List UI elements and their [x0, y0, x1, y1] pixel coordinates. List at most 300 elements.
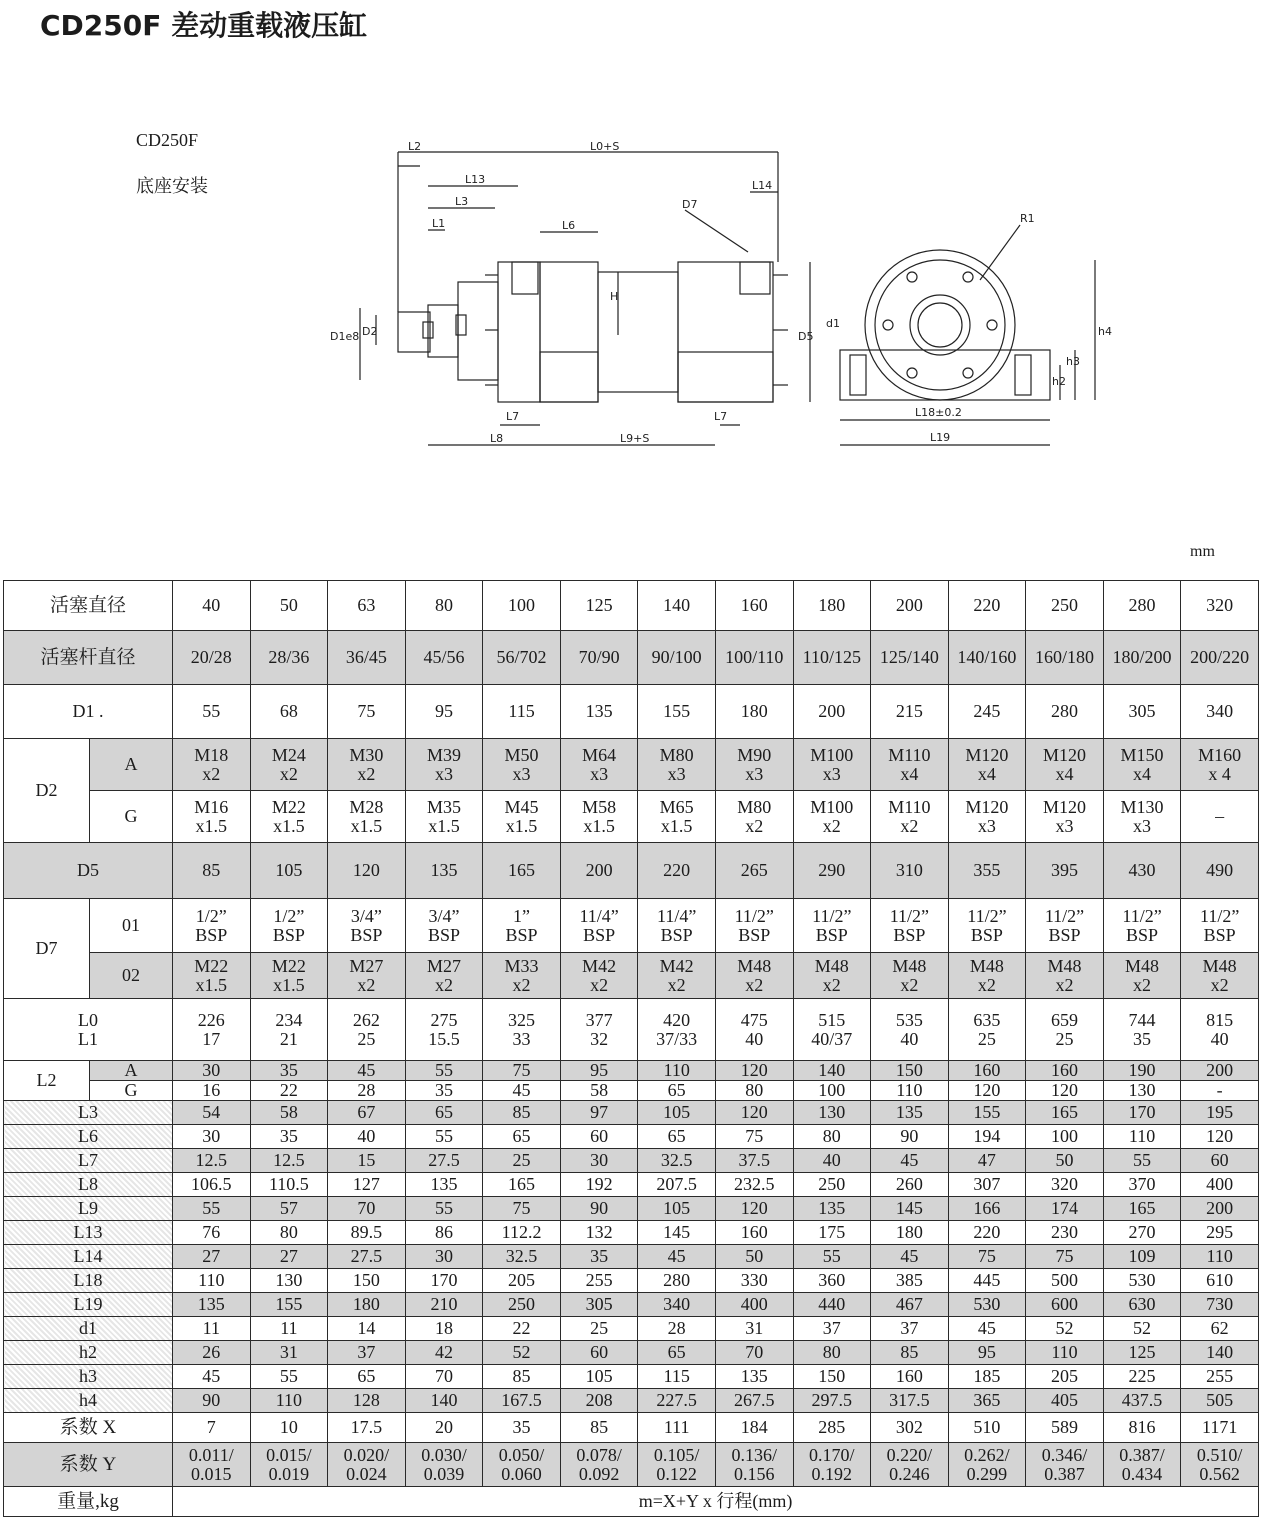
param-h4-cell: 227.5: [638, 1389, 716, 1413]
D7-02-line2: x2: [590, 974, 609, 995]
L2-A-cell: 150: [871, 1061, 949, 1081]
D2-A-cell: [1103, 739, 1181, 791]
param-L7-cell: 12.5: [173, 1149, 251, 1173]
param-h4-cell: 365: [948, 1389, 1026, 1413]
L0-L1-line2: 40/37: [811, 1028, 853, 1049]
D2-G-line1: M80: [737, 796, 772, 817]
D7-02-line1: M42: [582, 955, 617, 976]
D7-01-line2: BSP: [350, 924, 383, 945]
D2-G-line2: x3: [1055, 815, 1074, 836]
D7-01-cell: [948, 899, 1026, 953]
param-d1-cell: 22: [483, 1317, 561, 1341]
param-label-d1: d1: [4, 1317, 173, 1341]
D7-02-line2: x2: [1210, 974, 1229, 995]
D7-02-line2: x2: [745, 974, 764, 995]
param-L6-cell: 75: [715, 1125, 793, 1149]
dim-D1e8: D1e8: [330, 330, 360, 343]
bore-label: 活塞直径: [4, 581, 173, 631]
D7-02-line1: M42: [659, 955, 694, 976]
D2-A-line1: M100: [810, 744, 854, 765]
coef-y-cell: [250, 1443, 328, 1487]
D2-G-cell: [560, 791, 638, 843]
D2-G-cell: [793, 791, 871, 843]
D2-G-line1: M120: [965, 796, 1009, 817]
D7-02-cell: [948, 953, 1026, 999]
L0-L1-line2: 17: [202, 1028, 221, 1049]
param-h4-cell: 297.5: [793, 1389, 871, 1413]
L0-L1-line1: 659: [1050, 1009, 1078, 1030]
D1-cell: 215: [871, 685, 949, 739]
param-L13-cell: 220: [948, 1221, 1026, 1245]
param-L18-cell: 150: [328, 1269, 406, 1293]
D1-cell: 155: [638, 685, 716, 739]
row-L18: [4, 1269, 1259, 1293]
dim-L1: L1: [432, 217, 446, 230]
param-L3-cell: 97: [560, 1101, 638, 1125]
D7-01-line1: 11/2”: [889, 905, 930, 926]
L0-L1-line2: 21: [279, 1028, 298, 1049]
L0-L1-cell: [715, 999, 793, 1061]
param-h3-cell: 185: [948, 1365, 1026, 1389]
cylinder-drawing: [320, 140, 1160, 470]
L0-L1-line2: 15.5: [428, 1028, 460, 1049]
dim-L14: L14: [752, 179, 773, 192]
weight-formula: m=X+Y x 行程(mm): [173, 1487, 1259, 1517]
dim-h3: h3: [1066, 355, 1080, 368]
param-h3-cell: 105: [560, 1365, 638, 1389]
param-L6-cell: 35: [250, 1125, 328, 1149]
D5-cell: 165: [483, 843, 561, 899]
L2-A-cell: 30: [173, 1061, 251, 1081]
coef-x-cell: 285: [793, 1413, 871, 1443]
param-label-L3: L3: [4, 1101, 173, 1125]
coef-y-line2: 0.387: [1044, 1463, 1085, 1484]
coef-x-label: 系数 X: [4, 1413, 173, 1443]
D2-G-line1: M130: [1120, 796, 1164, 817]
param-label-L9: L9: [4, 1197, 173, 1221]
L2-A-cell: 75: [483, 1061, 561, 1081]
coef-y-cell: [871, 1443, 949, 1487]
D7-02-line2: x2: [900, 974, 919, 995]
param-L7-cell: 60: [1181, 1149, 1259, 1173]
param-L6-cell: 110: [1103, 1125, 1181, 1149]
param-L13-cell: 295: [1181, 1221, 1259, 1245]
param-L9-cell: 145: [871, 1197, 949, 1221]
param-label-L13: L13: [4, 1221, 173, 1245]
D1-cell: 340: [1181, 685, 1259, 739]
row-rod: [4, 631, 1259, 685]
bore-cell: 280: [1103, 581, 1181, 631]
D5-cell: 310: [871, 843, 949, 899]
D7-01-cell: [1026, 899, 1104, 953]
D2-A-cell: [948, 739, 1026, 791]
param-d1-cell: 31: [715, 1317, 793, 1341]
param-L3-cell: 155: [948, 1101, 1026, 1125]
L0-L1-cell: [793, 999, 871, 1061]
param-L13-cell: 76: [173, 1221, 251, 1245]
L0-L1-line2: 40: [1210, 1028, 1229, 1049]
param-d1-cell: 62: [1181, 1317, 1259, 1341]
D2-A-line1: M50: [504, 744, 539, 765]
L0-L1-cell: [173, 999, 251, 1061]
param-d1-cell: 37: [871, 1317, 949, 1341]
D2-A-line2: x2: [357, 763, 376, 784]
D7-02-line1: M22: [271, 955, 306, 976]
D2-G-line2: x1.5: [583, 815, 615, 836]
coef-y-line2: 0.192: [811, 1463, 853, 1484]
param-L7-cell: 15: [328, 1149, 406, 1173]
param-h2-cell: 60: [560, 1341, 638, 1365]
dim-L7-left: L7: [506, 410, 520, 423]
param-L19-cell: 305: [560, 1293, 638, 1317]
D7-01-line1: 11/2”: [1044, 905, 1085, 926]
D7-02-line1: M27: [349, 955, 384, 976]
D7-02-cell: [793, 953, 871, 999]
param-h2-cell: 31: [250, 1341, 328, 1365]
D7-02-line1: M48: [814, 955, 849, 976]
param-d1-cell: 25: [560, 1317, 638, 1341]
coef-x-cell: 1171: [1181, 1413, 1259, 1443]
D7-02-cell: [638, 953, 716, 999]
coef-y-cell: [1181, 1443, 1259, 1487]
D1-cell: 180: [715, 685, 793, 739]
D7-02-cell: [405, 953, 483, 999]
bore-cell: 80: [405, 581, 483, 631]
D7-01-line1: 11/4”: [657, 905, 697, 926]
coef-y-cell: [328, 1443, 406, 1487]
dim-L8: L8: [490, 432, 504, 445]
dim-D2: D2: [362, 325, 378, 338]
param-h4-cell: 267.5: [715, 1389, 793, 1413]
param-h2-cell: 95: [948, 1341, 1026, 1365]
L0-L1-line1: 535: [895, 1009, 923, 1030]
param-L7-cell: 12.5: [250, 1149, 328, 1173]
mounting-label: 底座安装: [136, 176, 208, 196]
param-L8-cell: 232.5: [715, 1173, 793, 1197]
param-L18-cell: 500: [1026, 1269, 1104, 1293]
D7-01-line2: BSP: [583, 924, 616, 945]
D1-cell: 135: [560, 685, 638, 739]
param-L8-cell: 135: [405, 1173, 483, 1197]
L2-A-cell: 140: [793, 1061, 871, 1081]
row-weight: [4, 1487, 1259, 1517]
D7-01-cell: [405, 899, 483, 953]
param-L7-cell: 45: [871, 1149, 949, 1173]
coef-y-line1: 0.346/: [1041, 1444, 1088, 1465]
L0-L1-line1: 815: [1206, 1009, 1234, 1030]
D2-G-line2: x2: [900, 815, 919, 836]
D2-G-cell: [1181, 791, 1259, 843]
D7-01-line1: 1/2”: [273, 905, 305, 926]
D5-cell: 85: [173, 843, 251, 899]
L2-G-cell: 120: [948, 1081, 1026, 1101]
param-label-L18: L18: [4, 1269, 173, 1293]
param-L3-cell: 65: [405, 1101, 483, 1125]
param-L7-cell: 47: [948, 1149, 1026, 1173]
coef-y-line2: 0.092: [578, 1463, 620, 1484]
param-L8-cell: 260: [871, 1173, 949, 1197]
D2-G-cell: [1103, 791, 1181, 843]
L2-A-cell: 190: [1103, 1061, 1181, 1081]
D2-A-line2: x3: [512, 763, 531, 784]
row-L6: [4, 1125, 1259, 1149]
D2-A-line1: M39: [426, 744, 461, 765]
param-L13-cell: 145: [638, 1221, 716, 1245]
L0-L1-line2: 40: [900, 1028, 919, 1049]
param-L6-cell: 55: [405, 1125, 483, 1149]
D7-01-line1: 11/2”: [734, 905, 774, 926]
D7-01-line2: BSP: [272, 924, 305, 945]
D5-cell: 290: [793, 843, 871, 899]
D5-cell: 120: [328, 843, 406, 899]
D1-cell: 245: [948, 685, 1026, 739]
param-L8-cell: 165: [483, 1173, 561, 1197]
D2-A-line1: M24: [271, 744, 306, 765]
param-L14-cell: 55: [793, 1245, 871, 1269]
param-L13-cell: 86: [405, 1221, 483, 1245]
row-D2-A: [4, 739, 1259, 791]
D1-cell: 75: [328, 685, 406, 739]
param-L6-cell: 80: [793, 1125, 871, 1149]
D7-02-line1: M27: [426, 955, 461, 976]
param-L14-cell: 50: [715, 1245, 793, 1269]
L2-G-cell: 22: [250, 1081, 328, 1101]
D5-cell: 430: [1103, 843, 1181, 899]
L0-L1-cell: [250, 999, 328, 1061]
L0-label: L0: [78, 1009, 98, 1030]
param-L7-cell: 40: [793, 1149, 871, 1173]
D2-A-line1: M120: [1042, 744, 1086, 765]
row-X: [4, 1413, 1259, 1443]
row-L14: [4, 1245, 1259, 1269]
D7-02-cell: [250, 953, 328, 999]
D7-01-line1: 11/4”: [579, 905, 619, 926]
bore-cell: 250: [1026, 581, 1104, 631]
D7-02-line2: x2: [357, 974, 376, 995]
D5-cell: 265: [715, 843, 793, 899]
D2-G-cell: [328, 791, 406, 843]
D7-01-cell: [250, 899, 328, 953]
D1-cell: 200: [793, 685, 871, 739]
bore-cell: 180: [793, 581, 871, 631]
dim-L0S: L0+S: [590, 140, 620, 153]
D2-A-cell: [483, 739, 561, 791]
param-label-h4: h4: [4, 1389, 173, 1413]
bore-cell: 160: [715, 581, 793, 631]
D2-A-cell: [638, 739, 716, 791]
dim-d1: d1: [826, 317, 840, 330]
param-L14-cell: 32.5: [483, 1245, 561, 1269]
D2-G-line2: x2: [822, 815, 841, 836]
param-L9-cell: 55: [173, 1197, 251, 1221]
param-L3-cell: 54: [173, 1101, 251, 1125]
D1-cell: 305: [1103, 685, 1181, 739]
D7-02-cell: [1103, 953, 1181, 999]
D1-cell: 280: [1026, 685, 1104, 739]
coef-y-cell: [483, 1443, 561, 1487]
row-L8: [4, 1173, 1259, 1197]
param-L19-cell: 600: [1026, 1293, 1104, 1317]
param-L14-cell: 27.5: [328, 1245, 406, 1269]
param-h2-cell: 125: [1103, 1341, 1181, 1365]
rod-cell: 56/702: [483, 631, 561, 685]
D7-02-line2: x1.5: [273, 974, 305, 995]
D1-cell: 95: [405, 685, 483, 739]
L2-G-cell: 45: [483, 1081, 561, 1101]
D2-A-line1: M18: [194, 744, 229, 765]
dim-L7-right: L7: [714, 410, 728, 423]
rod-cell: 180/200: [1103, 631, 1181, 685]
coef-x-cell: 184: [715, 1413, 793, 1443]
D2-G-line1: M120: [1042, 796, 1086, 817]
L2-G-cell: 100: [793, 1081, 871, 1101]
param-L6-cell: 90: [871, 1125, 949, 1149]
param-h3-cell: 70: [405, 1365, 483, 1389]
param-L3-cell: 130: [793, 1101, 871, 1125]
L0-L1-cell: [1026, 999, 1104, 1061]
D2-A-cell: [1181, 739, 1259, 791]
coef-y-cell: [560, 1443, 638, 1487]
D2-G-line2: x3: [977, 815, 996, 836]
param-L8-cell: 110.5: [250, 1173, 328, 1197]
param-L14-cell: 75: [1026, 1245, 1104, 1269]
D5-cell: 135: [405, 843, 483, 899]
param-L3-cell: 67: [328, 1101, 406, 1125]
coef-y-cell: [405, 1443, 483, 1487]
param-L3-cell: 170: [1103, 1101, 1181, 1125]
param-L6-cell: 60: [560, 1125, 638, 1149]
D7-02-line1: M48: [1125, 955, 1160, 976]
param-d1-cell: 11: [173, 1317, 251, 1341]
L0-L1-cell: [1103, 999, 1181, 1061]
rod-cell: 160/180: [1026, 631, 1104, 685]
param-L7-cell: 30: [560, 1149, 638, 1173]
param-h4-cell: 317.5: [871, 1389, 949, 1413]
rod-cell: 200/220: [1181, 631, 1259, 685]
coef-x-cell: 35: [483, 1413, 561, 1443]
D7-01-cell: [328, 899, 406, 953]
param-L6-cell: 120: [1181, 1125, 1259, 1149]
D2-G-line1: M28: [349, 796, 384, 817]
param-h4-cell: 90: [173, 1389, 251, 1413]
D7-01-line1: 1”: [513, 905, 531, 926]
param-h3-cell: 205: [1026, 1365, 1104, 1389]
D2-A-line1: M64: [582, 744, 617, 765]
dim-L2: L2: [408, 140, 422, 153]
param-h2-cell: 65: [638, 1341, 716, 1365]
param-L13-cell: 132: [560, 1221, 638, 1245]
L0-L1-line1: 262: [352, 1009, 380, 1030]
D7-01-line2: BSP: [738, 924, 771, 945]
param-L19-cell: 630: [1103, 1293, 1181, 1317]
D7-01-line2: BSP: [1203, 924, 1236, 945]
D2-A-line1: M150: [1120, 744, 1164, 765]
coef-y-line1: 0.105/: [653, 1444, 700, 1465]
coef-y-line2: 0.019: [268, 1463, 310, 1484]
coef-x-cell: 10: [250, 1413, 328, 1443]
row-L0-L1: [4, 999, 1259, 1061]
D2-A-line1: M120: [965, 744, 1009, 765]
rod-cell: 20/28: [173, 631, 251, 685]
param-L19-cell: 155: [250, 1293, 328, 1317]
coef-y-line1: 0.136/: [731, 1444, 777, 1465]
D2-G-line2: x2: [745, 815, 764, 836]
L2-A-cell: 35: [250, 1061, 328, 1081]
param-h2-cell: 140: [1181, 1341, 1259, 1365]
D7-01-cell: [1103, 899, 1181, 953]
param-L9-cell: 75: [483, 1197, 561, 1221]
param-L8-cell: 370: [1103, 1173, 1181, 1197]
L2-G-cell: 58: [560, 1081, 638, 1101]
L2-G-cell: 110: [871, 1081, 949, 1101]
D2-A-line2: x3: [590, 763, 609, 784]
param-L6-cell: 65: [483, 1125, 561, 1149]
D7-02-cell: [715, 953, 793, 999]
L2-G-cell: 35: [405, 1081, 483, 1101]
D1-cell: 68: [250, 685, 328, 739]
D7-02-line1: M48: [1047, 955, 1082, 976]
param-L8-cell: 250: [793, 1173, 871, 1197]
L2-G-cell: -: [1181, 1081, 1259, 1101]
rod-cell: 140/160: [948, 631, 1026, 685]
param-L18-cell: 330: [715, 1269, 793, 1293]
D2-A-label: A: [90, 739, 173, 791]
D7-01-cell: [1181, 899, 1259, 953]
L2-G-cell: 16: [173, 1081, 251, 1101]
param-L8-cell: 307: [948, 1173, 1026, 1197]
D7-01-line2: BSP: [815, 924, 848, 945]
param-L3-cell: 58: [250, 1101, 328, 1125]
L0-L1-line2: 35: [1133, 1028, 1152, 1049]
param-L7-cell: 25: [483, 1149, 561, 1173]
param-h3-cell: 150: [793, 1365, 871, 1389]
param-L9-cell: 55: [405, 1197, 483, 1221]
param-L3-cell: 85: [483, 1101, 561, 1125]
L0-L1-cell: [560, 999, 638, 1061]
D7-02-cell: [1181, 953, 1259, 999]
D7-01-cell: [483, 899, 561, 953]
bore-cell: 220: [948, 581, 1026, 631]
coef-x-cell: 20: [405, 1413, 483, 1443]
D5-cell: 200: [560, 843, 638, 899]
D7-01-line1: 1/2”: [195, 905, 227, 926]
unit-label: mm: [1190, 543, 1215, 560]
coef-y-line2: 0.015: [191, 1463, 232, 1484]
row-L2-A: [4, 1061, 1259, 1081]
L2-G-cell: 130: [1103, 1081, 1181, 1101]
param-label-L14: L14: [4, 1245, 173, 1269]
D7-02-line2: x2: [977, 974, 996, 995]
param-L9-cell: 90: [560, 1197, 638, 1221]
param-L8-cell: 400: [1181, 1173, 1259, 1197]
param-L9-cell: 165: [1103, 1197, 1181, 1221]
param-L18-cell: 360: [793, 1269, 871, 1293]
param-h4-cell: 128: [328, 1389, 406, 1413]
D7-01-line1: 3/4”: [428, 905, 460, 926]
D2-G-line1: M35: [426, 796, 461, 817]
coef-x-cell: 510: [948, 1413, 1026, 1443]
param-L13-cell: 180: [871, 1221, 949, 1245]
param-d1-cell: 37: [793, 1317, 871, 1341]
row-d1: [4, 1317, 1259, 1341]
param-L14-cell: 110: [1181, 1245, 1259, 1269]
D2-A-line2: x4: [1133, 763, 1152, 784]
param-h2-cell: 42: [405, 1341, 483, 1365]
bore-cell: 63: [328, 581, 406, 631]
param-label-L6: L6: [4, 1125, 173, 1149]
coef-y-cell: [638, 1443, 716, 1487]
rod-cell: 125/140: [871, 631, 949, 685]
